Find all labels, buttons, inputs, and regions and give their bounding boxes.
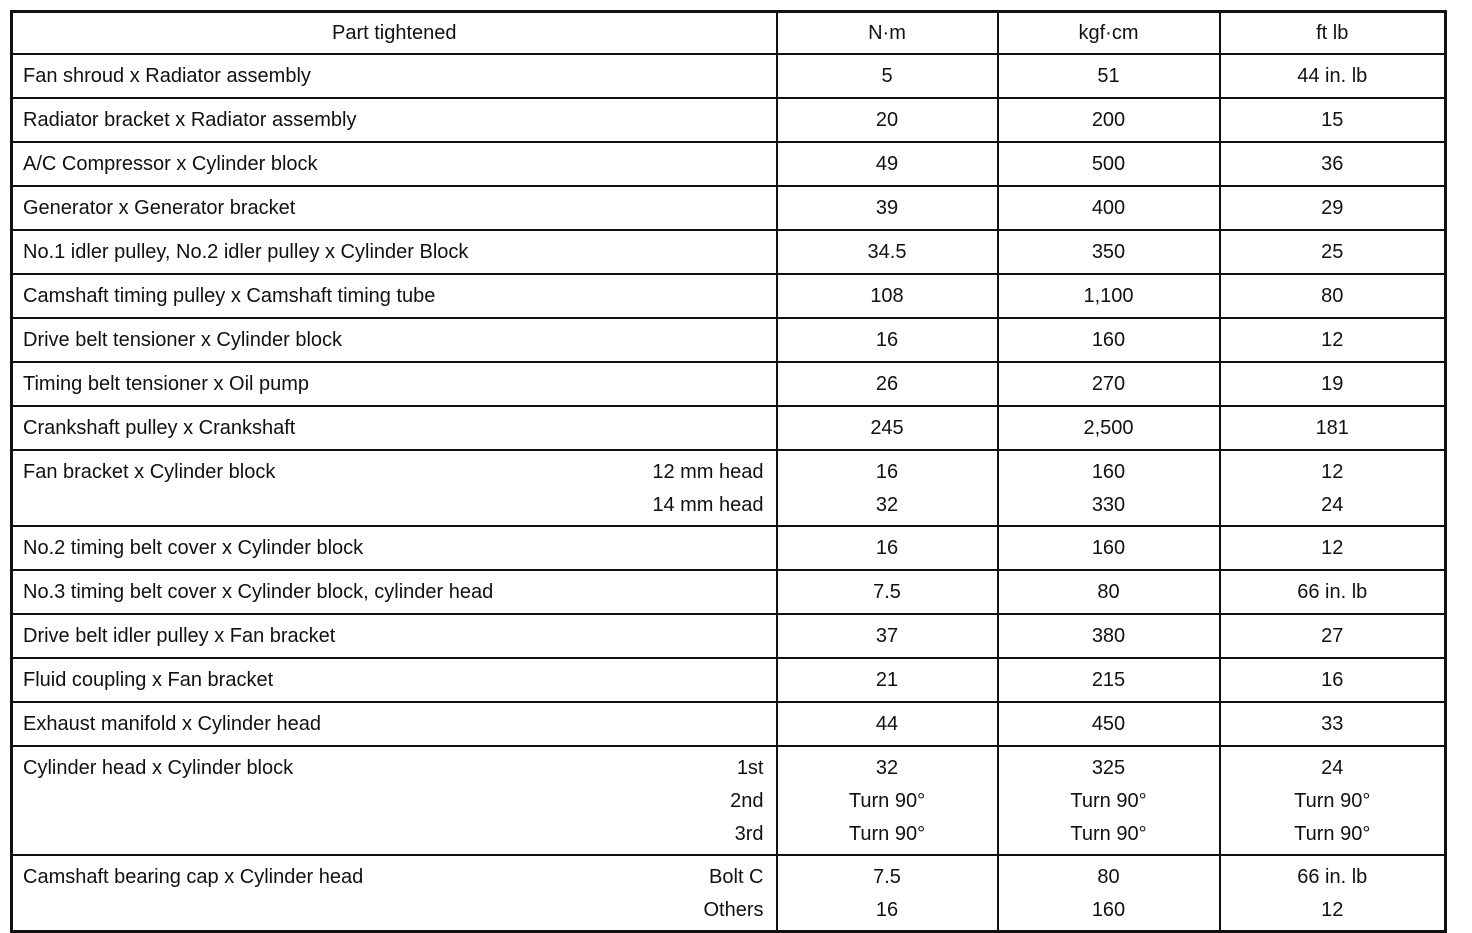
table-row <box>12 274 1446 318</box>
part-tightened-cell <box>12 658 777 702</box>
part-name: Fan shroud x Radiator assembly <box>23 65 311 87</box>
ft-lb-value-cell <box>1220 746 1446 855</box>
table-row <box>12 186 1446 230</box>
table-row <box>12 362 1446 406</box>
part-name: Crankshaft pulley x Crankshaft <box>23 417 296 439</box>
part-tightened-cell <box>12 274 777 318</box>
part-name: No.2 timing belt cover x Cylinder block <box>23 537 364 559</box>
ft-lb-value-cell <box>1220 855 1446 932</box>
part-name: No.3 timing belt cover x Cylinder block, cylinder head <box>23 581 494 603</box>
part-tightened-cell <box>12 142 777 186</box>
kgf-cm-value: 2,500 <box>998 406 1220 450</box>
part-tightened-cell <box>12 318 777 362</box>
kgf-cm-value-cell <box>998 450 1220 526</box>
nm-value: 44 <box>777 702 998 746</box>
ft-lb-value: 16 <box>1220 658 1446 702</box>
ft-lb-value: 12 <box>1220 318 1446 362</box>
nm-value: 16 <box>777 526 998 570</box>
nm-value: 39 <box>777 186 998 230</box>
part-name: Camshaft timing pulley x Camshaft timing tube <box>23 285 436 307</box>
kgf-cm-value: 80 <box>998 570 1220 614</box>
ft-lb-value: 25 <box>1220 230 1446 274</box>
ft-lb-value: 15 <box>1220 98 1446 142</box>
sub-label: 1st <box>736 757 764 779</box>
table-row <box>12 526 1446 570</box>
sub-label: 3rd <box>734 823 764 845</box>
kgf-cm-value: 400 <box>998 186 1220 230</box>
nm-value: 20 <box>777 98 998 142</box>
part-name: Fan bracket x Cylinder block <box>23 461 276 483</box>
nm-value: 16 <box>777 318 998 362</box>
torque-spec-table <box>10 10 1447 933</box>
part-name: Cylinder head x Cylinder block <box>23 757 294 779</box>
kgf-cm-value: 325 <box>1091 757 1126 779</box>
nm-value: 7.5 <box>873 866 901 888</box>
sub-labels <box>730 752 763 851</box>
nm-value: 32 <box>875 757 899 779</box>
nm-value: 16 <box>875 461 899 483</box>
table-row <box>12 658 1446 702</box>
kgf-cm-value: 350 <box>998 230 1220 274</box>
nm-value-cell <box>777 746 998 855</box>
ft-lb-value: 12 <box>1220 526 1446 570</box>
part-name: Drive belt tensioner x Cylinder block <box>23 329 343 351</box>
part-name: Radiator bracket x Radiator assembly <box>23 109 357 131</box>
nm-value: 49 <box>777 142 998 186</box>
table-row <box>12 570 1446 614</box>
part-tightened-cell <box>12 230 777 274</box>
ft-lb-value: 66 in. lb <box>1220 570 1446 614</box>
table-body <box>12 54 1446 932</box>
ft-lb-value: 24 <box>1321 757 1344 779</box>
ft-lb-value-cell <box>1220 450 1446 526</box>
table-row <box>12 98 1446 142</box>
part-name: Generator x Generator bracket <box>23 197 296 219</box>
table-row <box>12 406 1446 450</box>
sub-label: 14 mm head <box>652 494 764 516</box>
table-row <box>12 450 1446 526</box>
ft-lb-value: 66 in. lb <box>1297 866 1368 888</box>
sub-labels <box>703 861 763 927</box>
kgf-cm-value: 51 <box>998 54 1220 98</box>
nm-value: 37 <box>777 614 998 658</box>
nm-value: Turn 90° <box>848 790 926 812</box>
part-name: No.1 idler pulley, No.2 idler pulley x Cylinder Block <box>23 241 469 263</box>
table-row <box>12 318 1446 362</box>
kgf-cm-value: 215 <box>998 658 1220 702</box>
sub-labels <box>652 456 763 522</box>
kgf-cm-value: 160 <box>998 526 1220 570</box>
table-row <box>12 142 1446 186</box>
sub-label: Bolt C <box>709 866 764 888</box>
header-kgf-cm: kgf·cm <box>998 12 1220 55</box>
nm-value: 32 <box>875 494 899 516</box>
kgf-cm-value: 270 <box>998 362 1220 406</box>
ft-lb-value: 27 <box>1220 614 1446 658</box>
part-tightened-cell <box>12 526 777 570</box>
part-name: Drive belt idler pulley x Fan bracket <box>23 625 336 647</box>
ft-lb-value: 36 <box>1220 142 1446 186</box>
table-header-row <box>12 12 1446 55</box>
sub-label: 2nd <box>730 790 764 812</box>
nm-value: 245 <box>777 406 998 450</box>
part-tightened-cell <box>12 54 777 98</box>
part-name: Timing belt tensioner x Oil pump <box>23 373 310 395</box>
part-tightened-cell <box>12 450 777 526</box>
part-name: Exhaust manifold x Cylinder head <box>23 713 321 735</box>
kgf-cm-value: Turn 90° <box>1070 790 1147 812</box>
kgf-cm-value: 330 <box>1091 494 1126 516</box>
kgf-cm-value: 160 <box>1091 899 1126 921</box>
table-row <box>12 614 1446 658</box>
part-tightened-cell <box>12 186 777 230</box>
part-tightened-cell <box>12 362 777 406</box>
nm-value: 16 <box>875 899 899 921</box>
nm-value: 21 <box>777 658 998 702</box>
ft-lb-value: 24 <box>1321 494 1344 516</box>
part-name: Fluid coupling x Fan bracket <box>23 669 274 691</box>
table-row <box>12 702 1446 746</box>
part-tightened-cell <box>12 702 777 746</box>
sub-label: 12 mm head <box>652 461 764 483</box>
kgf-cm-value: 450 <box>998 702 1220 746</box>
part-tightened-cell <box>12 614 777 658</box>
part-tightened-cell <box>12 570 777 614</box>
part-tightened-cell <box>12 98 777 142</box>
ft-lb-value: 181 <box>1220 406 1446 450</box>
ft-lb-value: 12 <box>1321 899 1344 921</box>
sub-label: Others <box>703 899 764 921</box>
nm-value: 108 <box>777 274 998 318</box>
header-ft-lb: ft lb <box>1220 12 1446 55</box>
ft-lb-value: Turn 90° <box>1294 823 1371 845</box>
nm-value: 26 <box>777 362 998 406</box>
table-row <box>12 54 1446 98</box>
header-nm: N·m <box>777 12 998 55</box>
part-tightened-cell <box>12 406 777 450</box>
kgf-cm-value: 160 <box>1091 461 1126 483</box>
ft-lb-value: 33 <box>1220 702 1446 746</box>
kgf-cm-value: 380 <box>998 614 1220 658</box>
nm-value-cell <box>777 855 998 932</box>
kgf-cm-value: 80 <box>1097 866 1120 888</box>
kgf-cm-value-cell <box>998 855 1220 932</box>
ft-lb-value: 80 <box>1220 274 1446 318</box>
nm-value: 7.5 <box>777 570 998 614</box>
part-tightened-cell <box>12 855 777 932</box>
ft-lb-value: 12 <box>1321 461 1344 483</box>
kgf-cm-value-cell <box>998 746 1220 855</box>
part-tightened-cell <box>12 746 777 855</box>
ft-lb-value: 44 in. lb <box>1220 54 1446 98</box>
table-row <box>12 746 1446 855</box>
table-row <box>12 855 1446 932</box>
nm-value: Turn 90° <box>848 823 926 845</box>
ft-lb-value: 19 <box>1220 362 1446 406</box>
nm-value-cell <box>777 450 998 526</box>
kgf-cm-value: 200 <box>998 98 1220 142</box>
kgf-cm-value: 500 <box>998 142 1220 186</box>
kgf-cm-value: 160 <box>998 318 1220 362</box>
nm-value: 34.5 <box>777 230 998 274</box>
part-name: A/C Compressor x Cylinder block <box>23 153 318 175</box>
ft-lb-value: 29 <box>1220 186 1446 230</box>
table-row <box>12 230 1446 274</box>
nm-value: 5 <box>777 54 998 98</box>
kgf-cm-value: 1,100 <box>998 274 1220 318</box>
header-part-tightened: Part tightened <box>12 12 777 55</box>
ft-lb-value: Turn 90° <box>1294 790 1371 812</box>
part-name: Camshaft bearing cap x Cylinder head <box>23 866 364 888</box>
kgf-cm-value: Turn 90° <box>1070 823 1147 845</box>
